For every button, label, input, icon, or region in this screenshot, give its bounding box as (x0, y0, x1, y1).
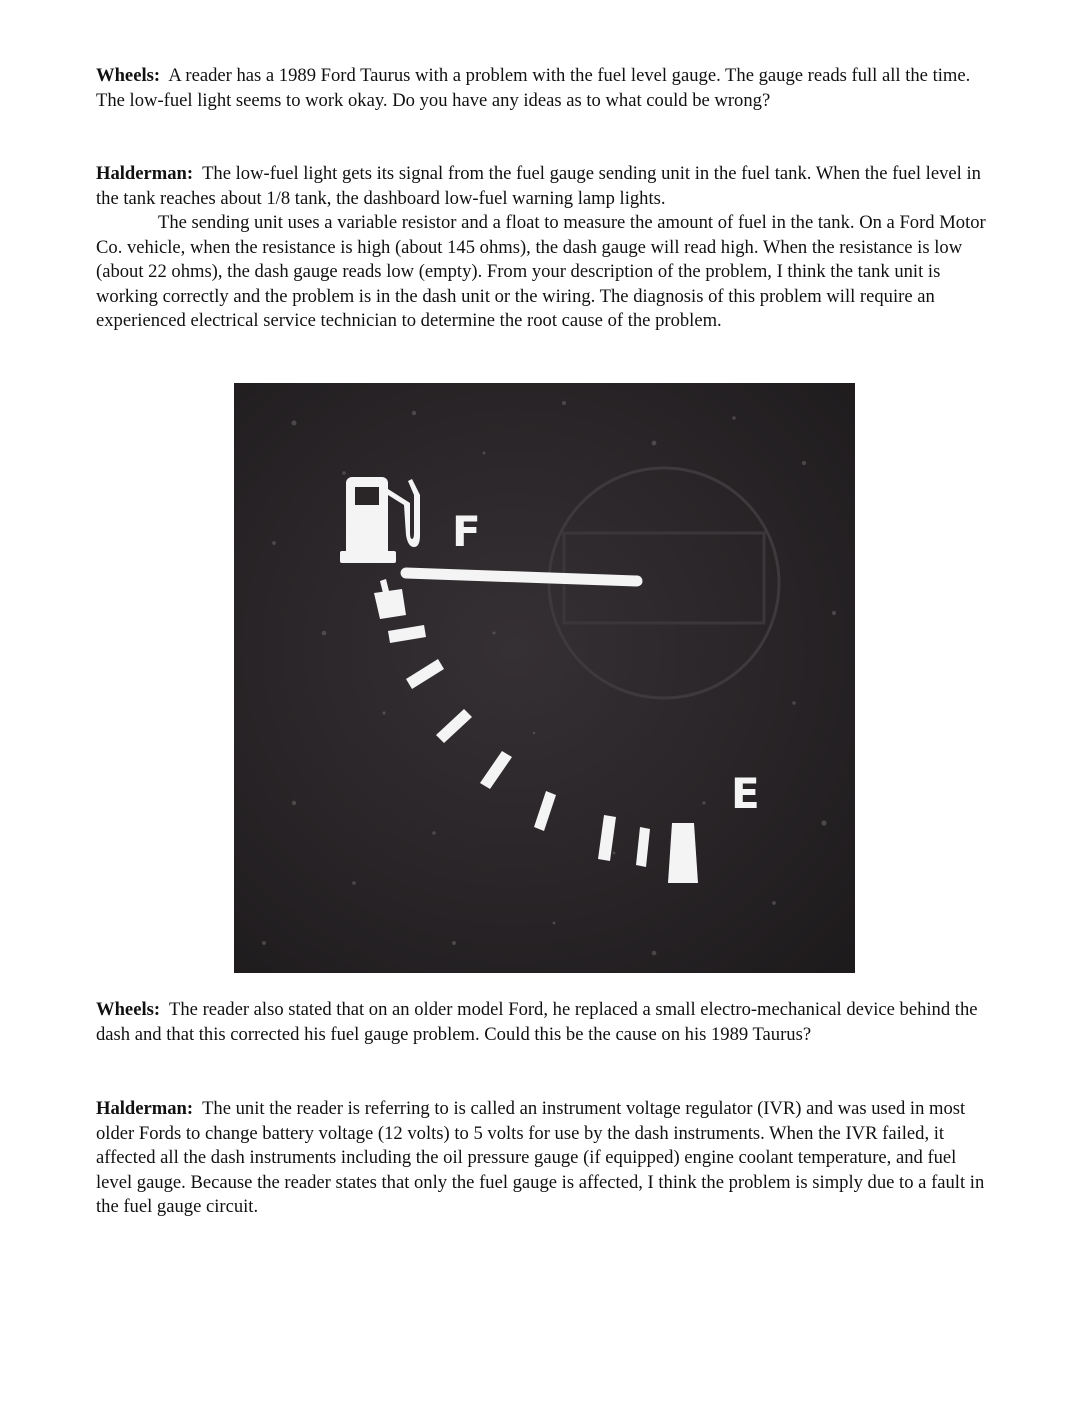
paragraph-text-continued: The sending unit uses a variable resistor and a float to measure the amount of fuel in the tank. On a Ford Motor Co. vehicle, when the resistance is high (about 145 ohms), the dash gauge will read high. When the resistance is low (about 22 ohms), the dash gauge reads low (empty). From your description of the problem, I think the tank unit is working correctly and the problem is in the dash unit or the wiring. The diagnosis of this problem will require an experienced electrical service technician to determine the root cause of the problem. (96, 212, 986, 331)
paragraph-text: The reader also stated that on an older model Ford, he replaced a small electro-mechanical device behind the dash and that this corrected his fuel gauge problem. Could this be the cause on his 1989 Taurus? (96, 999, 978, 1045)
paragraph-text: A reader has a 1989 Ford Taurus with a problem with the fuel level gauge. The gauge reads full all the time. The low-fuel light seems to work okay. Do you have any ideas as to what could be wrong? (96, 65, 971, 111)
paragraph-wheels-question-2 (96, 998, 996, 1047)
paragraph-text: The unit the reader is referring to is called an instrument voltage regulator (IVR) and was used in most older Fords to change battery voltage (12 volts) to 5 volts for use by the dash instruments. When the IVR failed, it affected all the dash instruments including the oil pressure gauge (if equipped) engine coolant temperature, and fuel level gauge. Because the reader states that only the fuel gauge is affected, I think the problem is simply due to a fault in the fuel gauge circuit. (96, 1098, 985, 1217)
gauge-empty-label: E (731, 769, 760, 818)
paragraph-wheels-question-1 (96, 64, 996, 113)
paragraph-halderman-answer-1 (96, 162, 996, 334)
gauge-tick-empty (668, 823, 698, 883)
speaker-label: Wheels: (96, 999, 161, 1020)
speaker-label: Halderman: (96, 1098, 194, 1119)
speaker-label: Wheels: (96, 65, 161, 86)
fuel-gauge-image (234, 383, 855, 973)
speaker-label: Halderman: (96, 163, 194, 184)
paragraph-text: The low-fuel light gets its signal from the fuel gauge sending unit in the fuel tank. When the fuel level in the tank reaches about 1/8 tank, the dashboard low-fuel warning lamp lights. (96, 163, 981, 209)
paragraph-halderman-answer-2 (96, 1097, 996, 1220)
photo-background (234, 383, 855, 973)
gauge-full-label: F (452, 507, 481, 556)
fuel-gauge-photo (234, 383, 855, 973)
